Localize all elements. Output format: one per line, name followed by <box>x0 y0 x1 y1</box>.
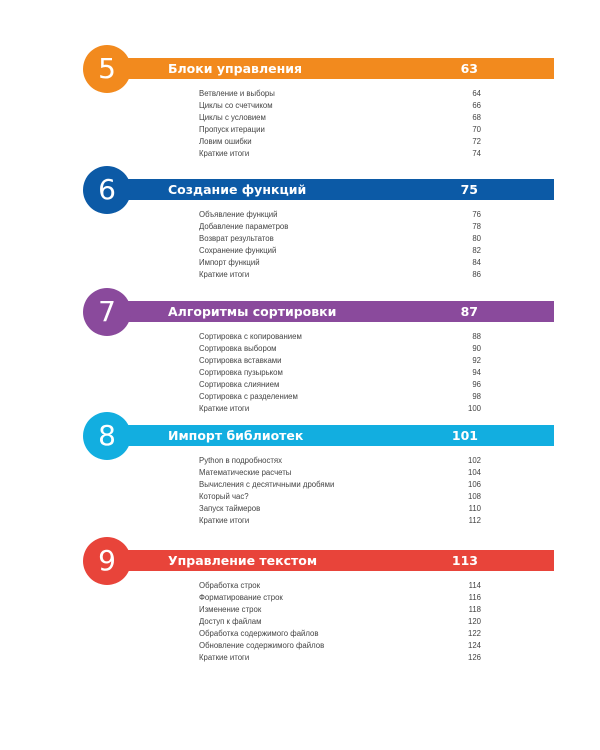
toc-entry[interactable] <box>199 616 481 628</box>
toc-entry-label: Циклы с условием <box>199 113 266 122</box>
chapter-page-number: 75 <box>460 182 478 197</box>
toc-entry-page: 120 <box>467 617 481 626</box>
toc-entry-page: 88 <box>472 332 481 341</box>
toc-entry-page: 114 <box>468 581 481 590</box>
toc-entry[interactable] <box>199 233 481 245</box>
toc-entry-page: 116 <box>468 593 481 602</box>
toc-entry[interactable] <box>199 391 481 403</box>
toc-entry-label: Сортировка вставками <box>199 356 282 365</box>
toc-entry[interactable] <box>199 367 481 379</box>
section-list <box>199 580 481 664</box>
section-list <box>199 88 481 160</box>
toc-entry-page: 72 <box>472 137 481 146</box>
chapter-title[interactable]: Импорт библиотек <box>168 428 304 443</box>
toc-entry[interactable] <box>199 355 481 367</box>
toc-entry-label: Объявление функций <box>199 210 278 219</box>
toc-entry-label: Краткие итоги <box>199 404 250 413</box>
toc-entry-label: Добавление параметров <box>199 222 289 231</box>
toc-entry-label: Возврат результатов <box>199 234 274 243</box>
toc-entry[interactable] <box>199 343 481 355</box>
toc-entry[interactable] <box>199 503 481 515</box>
toc-entry-page: 92 <box>472 356 481 365</box>
toc-entry-page: 64 <box>472 89 481 98</box>
toc-entry-label: Математические расчеты <box>199 468 292 477</box>
toc-entry-label: Ветвление и выборы <box>199 89 275 98</box>
toc-entry[interactable] <box>199 640 481 652</box>
section-list <box>199 331 481 415</box>
toc-entry[interactable] <box>199 245 481 257</box>
toc-entry-page: 108 <box>467 492 481 501</box>
toc-entry[interactable] <box>199 455 481 467</box>
toc-entry-page: 80 <box>472 234 481 243</box>
toc-entry-page: 82 <box>472 246 481 255</box>
toc-entry-label: Обработка строк <box>199 581 261 590</box>
toc-entry-label: Который час? <box>199 492 249 501</box>
chapter-title[interactable]: Блоки управления <box>168 61 302 76</box>
toc-entry-page: 100 <box>467 404 481 413</box>
toc-entry-page: 98 <box>472 392 481 401</box>
toc-entry[interactable] <box>199 515 481 527</box>
toc-entry[interactable] <box>199 467 481 479</box>
toc-entry[interactable] <box>199 209 481 221</box>
toc-entry-label: Краткие итоги <box>199 516 250 525</box>
toc-entry[interactable] <box>199 628 481 640</box>
toc-entry[interactable] <box>199 257 481 269</box>
toc-entry-page: 124 <box>467 641 481 650</box>
toc-entry-label: Запуск таймеров <box>199 504 261 513</box>
toc-entry-label: Изменение строк <box>199 605 262 614</box>
toc-entry-page: 104 <box>467 468 481 477</box>
toc-entry-label: Циклы со счетчиком <box>199 101 273 110</box>
toc-entry[interactable] <box>199 379 481 391</box>
toc-entry-label: Обновление содержимого файлов <box>199 641 325 650</box>
toc-entry-label: Сортировка с разделением <box>199 392 298 401</box>
toc-entry-label: Обработка содержимого файлов <box>199 629 319 638</box>
section-list <box>199 209 481 281</box>
toc-entry-label: Доступ к файлам <box>199 617 262 626</box>
chapter-page-number: 63 <box>460 61 478 76</box>
toc-entry-page: 110 <box>468 504 481 513</box>
toc-entry[interactable] <box>199 124 481 136</box>
chapter-page-number: 87 <box>460 304 478 319</box>
toc-entry-page: 86 <box>472 270 481 279</box>
toc-entry[interactable] <box>199 652 481 664</box>
chapter-title[interactable]: Создание функций <box>168 182 307 197</box>
toc-entry[interactable] <box>199 331 481 343</box>
toc-entry-page: 76 <box>472 210 481 219</box>
toc-entry-page: 94 <box>472 368 481 377</box>
toc-entry[interactable] <box>199 269 481 281</box>
toc-entry[interactable] <box>199 403 481 415</box>
chapter-number-badge: 6 <box>83 166 131 214</box>
toc-entry[interactable] <box>199 88 481 100</box>
toc-entry-page: 66 <box>472 101 481 110</box>
toc-entry-page: 106 <box>467 480 481 489</box>
chapter-page-number: 101 <box>451 428 478 443</box>
toc-entry-label: Краткие итоги <box>199 653 250 662</box>
toc-entry-page: 118 <box>468 605 481 614</box>
toc-entry[interactable] <box>199 221 481 233</box>
toc-entry-label: Сортировка выбором <box>199 344 277 353</box>
toc-entry-page: 74 <box>472 149 481 158</box>
chapter-page-number: 113 <box>451 553 478 568</box>
chapter-number-badge: 5 <box>83 45 131 93</box>
chapter-number-badge: 9 <box>83 537 131 585</box>
toc-entry[interactable] <box>199 148 481 160</box>
toc-entry-label: Краткие итоги <box>199 270 250 279</box>
section-list <box>199 455 481 527</box>
toc-entry[interactable] <box>199 112 481 124</box>
toc-entry[interactable] <box>199 580 481 592</box>
toc-entry-label: Пропуск итерации <box>199 125 265 134</box>
toc-entry-label: Сортировка слиянием <box>199 380 280 389</box>
chapter-number-badge: 7 <box>83 288 131 336</box>
toc-entry-page: 70 <box>472 125 481 134</box>
chapter-title[interactable]: Алгоритмы сортировки <box>168 304 337 319</box>
toc-entry-label: Краткие итоги <box>199 149 250 158</box>
toc-entry-label: Сортировка с копированием <box>199 332 302 341</box>
toc-entry[interactable] <box>199 100 481 112</box>
toc-entry[interactable] <box>199 491 481 503</box>
chapter-number-badge: 8 <box>83 412 131 460</box>
toc-entry-page: 90 <box>472 344 481 353</box>
toc-entry-page: 122 <box>467 629 481 638</box>
toc-entry-page: 78 <box>472 222 481 231</box>
toc-entry-label: Python в подробностях <box>199 456 283 465</box>
toc-entry-label: Сохранение функций <box>199 246 277 255</box>
toc-entry[interactable] <box>199 479 481 491</box>
toc-entry[interactable] <box>199 136 481 148</box>
toc-entry-label: Сортировка пузырьком <box>199 368 283 377</box>
toc-entry-page: 84 <box>472 258 481 267</box>
toc-entry-page: 96 <box>472 380 481 389</box>
toc-entry-label: Вычисления с десятичными дробями <box>199 480 335 489</box>
toc-entry-label: Форматирование строк <box>199 593 283 602</box>
chapter-title[interactable]: Управление текстом <box>168 553 318 568</box>
toc-entry-label: Импорт функций <box>199 258 260 267</box>
toc-entry-page: 68 <box>472 113 481 122</box>
toc-entry-page: 102 <box>467 456 481 465</box>
toc-entry-page: 112 <box>468 516 481 525</box>
toc-entry[interactable] <box>199 592 481 604</box>
toc-entry[interactable] <box>199 604 481 616</box>
toc-entry-page: 126 <box>467 653 481 662</box>
toc-entry-label: Ловим ошибки <box>199 137 252 146</box>
